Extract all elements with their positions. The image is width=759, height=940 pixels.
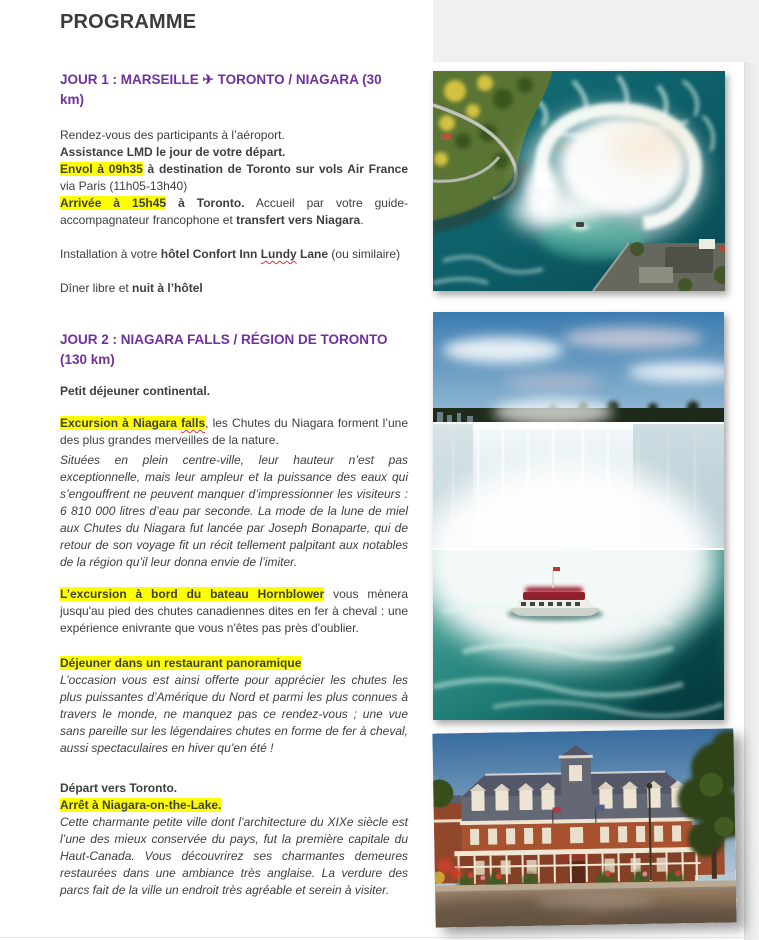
day2-arret-line xyxy=(60,797,408,814)
day1-assistance-line: Assistance LMD le jour de votre départ. xyxy=(60,145,286,159)
page-edge-strip xyxy=(744,0,759,940)
day1-paragraph-hotel xyxy=(60,246,408,263)
day1-transfert-bold: transfert vers Niagara xyxy=(236,213,361,227)
day1-hotel-similar: (ou similaire) xyxy=(328,247,401,261)
day2-lunch-description: L’occasion vous est ainsi offerte pour apprécier les chutes les plus puissantes d’Amérique du Nord et parmi les plus connues à travers le monde, ne manquez pas ce rendez-vous ; une vue sans pareille sur les légendaires chutes en forme de fer à cheval, aussi spectaculaires en hiver qu’en été ! xyxy=(60,673,408,755)
day2-lunch-heading xyxy=(60,655,408,672)
day1-rendezvous-line: Rendez-vous des participants à l’aéroport. xyxy=(60,128,285,142)
day1-hotel-bold: hôtel Confort Inn xyxy=(160,247,261,261)
day2-heading-line1: JOUR 2 : NIAGARA FALLS / RÉGION DE TORONTO xyxy=(60,332,388,347)
day1-installation-text: Installation à votre xyxy=(60,247,161,261)
niagara-falls-aerial-photo xyxy=(433,71,725,291)
day2-lunch-highlight: Déjeuner dans un restaurant panoramique xyxy=(60,656,302,670)
day1-hotel-lundy-misspelled: Lundy xyxy=(260,247,297,261)
day1-paragraph-dinner xyxy=(60,280,408,297)
day1-hotel-lane: Lane xyxy=(296,247,329,261)
page-title: PROGRAMME xyxy=(60,11,197,33)
day1-envol-bold: à destination de Toronto sur vols Air France xyxy=(142,162,408,176)
day1-arrivee-highlight: Arrivée à 15h45 xyxy=(60,196,167,210)
day1-diner-text: Dîner libre et xyxy=(60,281,133,295)
day2-depart-line: Départ vers Toronto. xyxy=(60,781,178,795)
day1-paragraph-arrival xyxy=(60,127,408,229)
day2-excursion-highlight: Excursion à Niagara xyxy=(60,416,182,430)
programme-text-column xyxy=(60,9,408,899)
day2-hornblower-highlight: L’excursion à bord du bateau Hornblower xyxy=(60,587,325,601)
day2-hornblower-rest: vous mènera jusqu'au pied des chutes canadiennes dites en fer à cheval : une expérience enivrante que vous n'êtes pas près d'oublier. xyxy=(60,587,409,635)
day2-depart-block xyxy=(60,780,408,899)
day2-ville-description: Cette charmante petite ville dont l’architecture du XIXe siècle est l’une des mieux conservée du pays, fut la première capitale du Haut-Canada. Vous découvrirez ses charmantes demeures restaurées dans une ambiance très anglaise. La verdure des parcs fait de la ville un endroit très agréable et serein à visiter. xyxy=(60,815,408,897)
niagara-on-the-lake-hotel-photo xyxy=(432,728,736,927)
day2-breakfast-line: Petit déjeuner continental. xyxy=(60,384,211,398)
day1-heading: JOUR 1 : MARSEILLE ✈ TORONTO / NIAGARA (30 km) xyxy=(60,72,382,107)
day1-diner-bold: nuit à l’hôtel xyxy=(132,281,203,295)
page-bottom-divider xyxy=(0,937,759,938)
day2-arret-highlight: Arrêt à Niagara-on-the-Lake. xyxy=(60,798,222,812)
day1-arrivee-lines xyxy=(60,195,408,229)
day1-envol-highlight: Envol à 09h35 xyxy=(60,162,143,176)
day1-via-paris: via Paris (11h05-13h40) xyxy=(60,179,188,193)
day2-hornblower-paragraph xyxy=(60,586,408,637)
day2-falls-description: Situées en plein centre-ville, leur hauteur n’est pas exceptionnelle, mais leur ampleur et la puissance des eaux qui s’engouffrent ne peuvent manquer d’impressionner les visiteurs : 6 810 000 litres d’eau par seconde. La mode de la lune de miel aux Chutes du Niagara fut lancée par Joseph Bonaparte, qui de retour de son voyage fit un récit tellement palpitant aux notables de la région qu’il leur donna envie de l’imiter. xyxy=(60,453,408,569)
day2-excursion-rest: , les Chutes du Niagara forment l’une des plus grandes merveilles de la nature. xyxy=(60,416,409,447)
header-gray-panel xyxy=(433,0,759,62)
day2-heading xyxy=(60,330,408,370)
day1-accueil-text: Accueil par votre guide-accompagnateur francophone et xyxy=(60,196,408,227)
day2-excursion-falls-misspelled: falls xyxy=(181,416,206,430)
hornblower-boat-falls-photo xyxy=(433,312,724,720)
day1-transfert-period: . xyxy=(360,213,364,227)
day1-arrivee-bold: à Toronto. xyxy=(166,196,245,210)
day2-excursion-paragraph xyxy=(60,415,408,449)
day2-heading-line2: (130 km) xyxy=(60,352,115,367)
day1-flight-lines xyxy=(60,161,408,195)
